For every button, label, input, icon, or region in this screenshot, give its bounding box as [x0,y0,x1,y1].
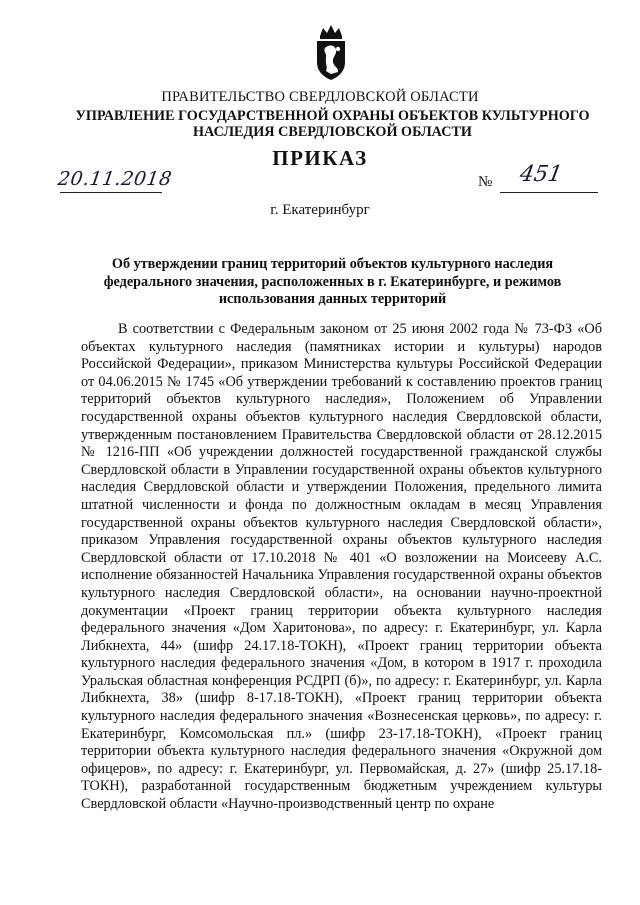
document-type: ПРИКАЗ [272,146,368,170]
number-label: № [478,174,493,190]
document-body [81,321,602,814]
date-underline [60,192,162,193]
department-name: УПРАВЛЕНИЕ ГОСУДАРСТВЕННОЙ ОХРАНЫ ОБЪЕКТОВ КУЛЬТУРНОГО НАСЛЕДИЯ СВЕРДЛОВСКОЙ ОБЛАСТИ [75,108,590,140]
document-date: 20.11.2018 [56,168,174,190]
number-underline [500,192,598,193]
document-number: 451 [517,162,565,187]
government-name: ПРАВИТЕЛЬСТВО СВЕРДЛОВСКОЙ ОБЛАСТИ [161,89,479,105]
document-title: Об утверждении границ территорий объектов культурного наследия федерального значения, расположенных в г. Екатеринбурге, и режимов использования данных территорий [103,256,562,307]
body-paragraph: В соответствии с Федеральным законом от 25 июня 2002 года № 73-ФЗ «Об объектах культурного наследия (памятниках истории и культуры) народов Российской Федерации», приказом Министерства культуры Российской Федерации от 04.06.2015 № 1745 «Об утверждении требований к составлению проектов границ территорий объектов культурного наследия», Положением об Управлении государственной охраны объектов культурного наследия Свердловской области, утвержденным постановлением Правительства Свердловской области от 28.12.2015 № 1216-ПП «Об учреждении должностей государственной гражданской службы Свердловской области в Управлении государственной охраны объектов культурного наследия Свердловской области и утверждении Положения, предельного лимита штатной численности и фонда по должностным окладам в месяц Управления государственной охраны объектов культурного наследия Свердловской области», приказом Управления государственной охраны объектов культурного наследия Свердловской области от 17.10.2018 № 401 «О возложении на Моисееву А.С. исполнение обязанностей Начальника Управления государственной охраны объектов культурного наследия Свердловской области», на основании научно-проектной документации «Проект границ территории объекта культурного наследия федерального значения «Дом Харитонова», по адресу: г. Екатеринбург, ул. Карла Либкнехта, 44» (шифр 24.17.18-ТОКН), «Проект границ территории объекта культурного наследия федерального значения «Дом, в котором в 1917 г. проходила Уральская областная конференция РСДРП (б)», по адресу: г. Екатеринбург, ул. Карла Либкнехта, 38» (шифр 8-17.18-ТОКН), «Проект границ территории объекта культурного наследия федерального значения «Вознесенская церковь», по адресу: г. Екатеринбург, Комсомольская пл.» (шифр 23-17.18-ТОКН), «Проект границ территории объекта культурного наследия федерального значения «Окружной дом офицеров», по адресу: г. Екатеринбург, ул. Первомайская, д. 27» (шифр 25.17.18-ТОКН), разработанной государственным бюджетным учреждением культуры Свердловской области «Научно-производственный центр по охране [81,321,602,813]
city: г. Екатеринбург [270,202,370,218]
sverdlovsk-coat-of-arms-icon [311,22,351,82]
